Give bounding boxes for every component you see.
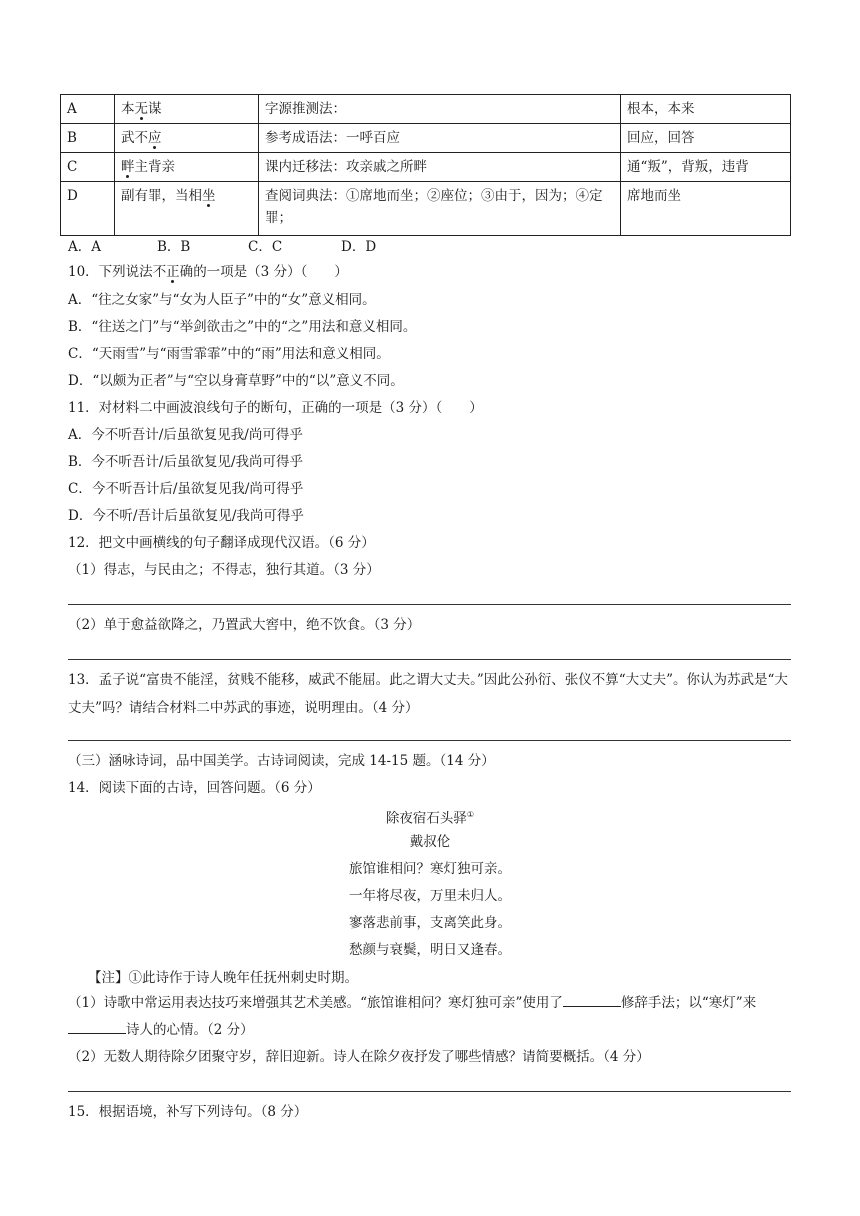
row-meaning: 根本，本来	[621, 95, 791, 124]
poem-line: 寥落悲前事，支离笑此身。	[349, 915, 511, 931]
q10-option-d[interactable]: D．“以颇为正者”与“空以身膏草野”中的“以”意义不同。	[68, 373, 404, 389]
row-letter: A	[61, 95, 115, 124]
q13-stem: 13．孟子说“富贵不能淫，贫贱不能移，威武不能屈。此之谓大丈夫。”因此公孙衍、张仪不算“大丈夫”。你认为苏武是“大丈夫”吗？请结合材料二中苏武的事迹，说明理由。（4 分）	[68, 672, 788, 716]
row-method: 字源推测法：	[259, 95, 621, 124]
row-phrase: 本无谋	[115, 95, 259, 124]
q9-option-b[interactable]: B．B	[157, 239, 191, 255]
q14-sub2: （2）无数人期待除夕团聚守岁，辞旧迎新。诗人在除夕夜抒发了哪些情感？请简要概括。（4 分）	[68, 1049, 650, 1065]
q10-option-b[interactable]: B．“往送之门”与“举剑欲击之”中的“之”用法和意义相同。	[68, 319, 417, 335]
q12-sub2: （2）单于愈益欲降之，乃置武大窖中，绝不饮食。（3 分）	[68, 617, 421, 633]
emphasis-text: 不正确	[152, 264, 194, 280]
row-letter: B	[61, 124, 115, 153]
q11-option-b[interactable]: B．今不听吾计/后虽欲复见/我尚可得乎	[68, 454, 304, 470]
poem-title: 除夜宿石头驿①	[385, 810, 475, 827]
q15-stem: 15．根据语境，补写下列诗句。（8 分）	[68, 1104, 308, 1120]
section-3-heading: （三）涵咏诗词，品中国美学。古诗词阅读，完成 14-15 题。（14 分）	[68, 753, 495, 769]
answer-line[interactable]	[68, 1091, 791, 1092]
table-row	[61, 182, 791, 236]
row-meaning: 通“叛”，背叛，违背	[621, 153, 791, 182]
row-meaning: 席地而坐	[621, 182, 791, 236]
q9-options	[68, 237, 376, 257]
poem-author: 戴叔伦	[409, 834, 451, 850]
row-phrase: 副有罪，当相坐	[115, 182, 259, 236]
q12-sub1: （1）得志，与民由之；不得志，独行其道。（3 分）	[68, 562, 380, 578]
q11-stem: 11．对材料二中画波浪线句子的断句，正确的一项是（3 分）（ ）	[68, 400, 483, 416]
emphasis-char: 无	[134, 101, 148, 117]
q9-option-d[interactable]: D．D	[341, 239, 377, 255]
q11-option-a[interactable]: A．今不听吾计/后虽欲复见我/尚可得乎	[68, 427, 303, 443]
poem-line: 一年将尽夜，万里未归人。	[349, 888, 511, 904]
poem-line: 愁颜与衰鬓，明日又逢春。	[349, 942, 511, 958]
row-method: 查阅词典法：①席地而坐；②座位；③由于，因为；④定罪；	[259, 182, 621, 236]
q11-option-d[interactable]: D．今不听/吾计后虽欲复见/我尚可得乎	[68, 508, 304, 524]
footnote-mark: ①	[466, 810, 475, 819]
emphasis-char: 坐	[202, 188, 216, 204]
row-phrase: 畔主背亲	[115, 153, 259, 182]
table-row	[61, 153, 791, 182]
q12-stem: 12．把文中画横线的句子翻译成现代汉语。（6 分）	[68, 535, 375, 551]
row-method: 参考成语法：一呼百应	[259, 124, 621, 153]
row-letter: C	[61, 153, 115, 182]
q14-sub1: （1）诗歌中常运用表达技巧来增强其艺术美感。“旅馆谁相问？寒灯独可亲”使用了 修辞手法；以“寒灯”来诗人的心情。（2 分）	[68, 990, 792, 1044]
answer-line[interactable]	[68, 740, 791, 741]
row-letter: D	[61, 182, 115, 236]
word-meaning-table	[60, 94, 791, 236]
q10-option-c[interactable]: C．“天雨雪”与“雨雪霏霏”中的“雨”用法和意义相同。	[68, 346, 390, 362]
q10-option-a[interactable]: A．“往之女家”与“女为人臣子”中的“女”意义相同。	[68, 292, 376, 308]
table-row	[61, 124, 791, 153]
table-row	[61, 95, 791, 124]
q11-option-c[interactable]: C．今不听吾计后/虽欲复见我/尚可得乎	[68, 481, 304, 497]
q14-stem: 14．阅读下面的古诗，回答问题。（6 分）	[68, 780, 321, 796]
poem-line: 旅馆谁相问？寒灯独可亲。	[349, 861, 511, 877]
answer-line[interactable]	[68, 604, 791, 605]
fill-blank[interactable]	[68, 1019, 126, 1034]
emphasis-char: 应	[148, 130, 162, 146]
answer-line[interactable]	[68, 659, 791, 660]
poem-note: 【注】①此诗作于诗人晚年任抚州刺史时期。	[88, 970, 358, 986]
fill-blank[interactable]	[563, 992, 621, 1007]
q10-stem: 10．下列说法不正确的一项是（3 分）（ ）	[68, 264, 348, 280]
row-meaning: 回应，回答	[621, 124, 791, 153]
q9-option-c[interactable]: C．C	[248, 239, 283, 255]
emphasis-char: 畔	[121, 159, 135, 175]
q9-option-a[interactable]: A．A	[68, 239, 101, 255]
row-phrase: 武不应	[115, 124, 259, 153]
row-method: 课内迁移法：攻亲戚之所畔	[259, 153, 621, 182]
